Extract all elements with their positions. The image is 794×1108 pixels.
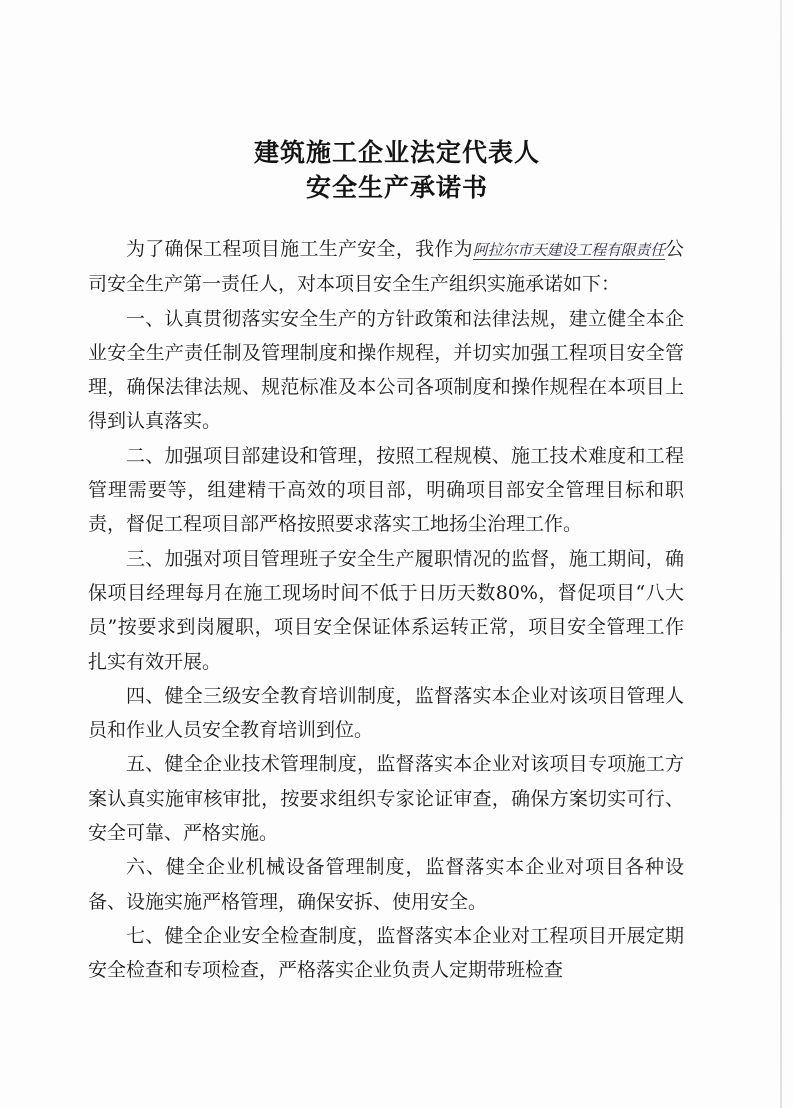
clause-paragraph-5: 五、健全企业技术管理制度，监督落实本企业对该项目专项施工方案认真实施审核审批，按要求组织专家论证审查，确保方案切实可行、安全可靠、严格实施。 [88, 753, 684, 845]
clause-paragraph-1: 一、认真贯彻落实安全生产的方针政策和法律法规，建立健全本企业安全生产责任制及管理制度和操作规程，并切实加强工程项目安全管理，确保法律法规、规范标准及本公司各项制度和操作规程在本项目上得到认真落实。 [88, 307, 684, 433]
clause-paragraph-6: 六、健全企业机械设备管理制度，监督落实本企业对项目各种设备、设施实施严格管理，确保安拆、使用安全。 [88, 856, 684, 913]
intro-text-after: 公司安全生产第一责任人，对本项目安全生产组织实施承诺如下： [88, 238, 684, 296]
clause-paragraph-2: 二、加强项目部建设和管理，按照工程规模、施工技术难度和工程管理需要等，组建精干高效的项目部，明确项目部安全管理目标和职责，督促工程项目部严格按照要求落实工地扬尘治理工作。 [88, 444, 684, 536]
clause-paragraph-3: 三、加强对项目管理班子安全生产履职情况的监督，施工期间，确保项目经理每月在施工现场时间不低于日历天数80%，督促项目“八大员”按要求到岗履职，项目安全保证体系运转正常，项目安全管理工作扎实有效开展。 [88, 547, 684, 673]
clause-paragraph-7: 七、健全企业安全检查制度，监督落实本企业对工程项目开展定期安全检查和专项检查，严格落实企业负责人定期带班检查 [88, 924, 684, 982]
intro-paragraph [88, 232, 684, 302]
document-title-line1: 建筑施工企业法定代表人 [253, 138, 540, 167]
document-body [88, 232, 684, 988]
handwritten-company-name: 阿拉尔市天建设工程有限责任 [472, 241, 665, 259]
intro-text-before: 为了确保工程项目施工生产安全，我作为 [126, 238, 473, 260]
document-title-line2: 安全生产承诺书 [305, 173, 488, 202]
clause-paragraph-4: 四、健全三级安全教育培训制度，监督落实本企业对该项目管理人员和作业人员安全教育培训到位。 [88, 684, 684, 742]
